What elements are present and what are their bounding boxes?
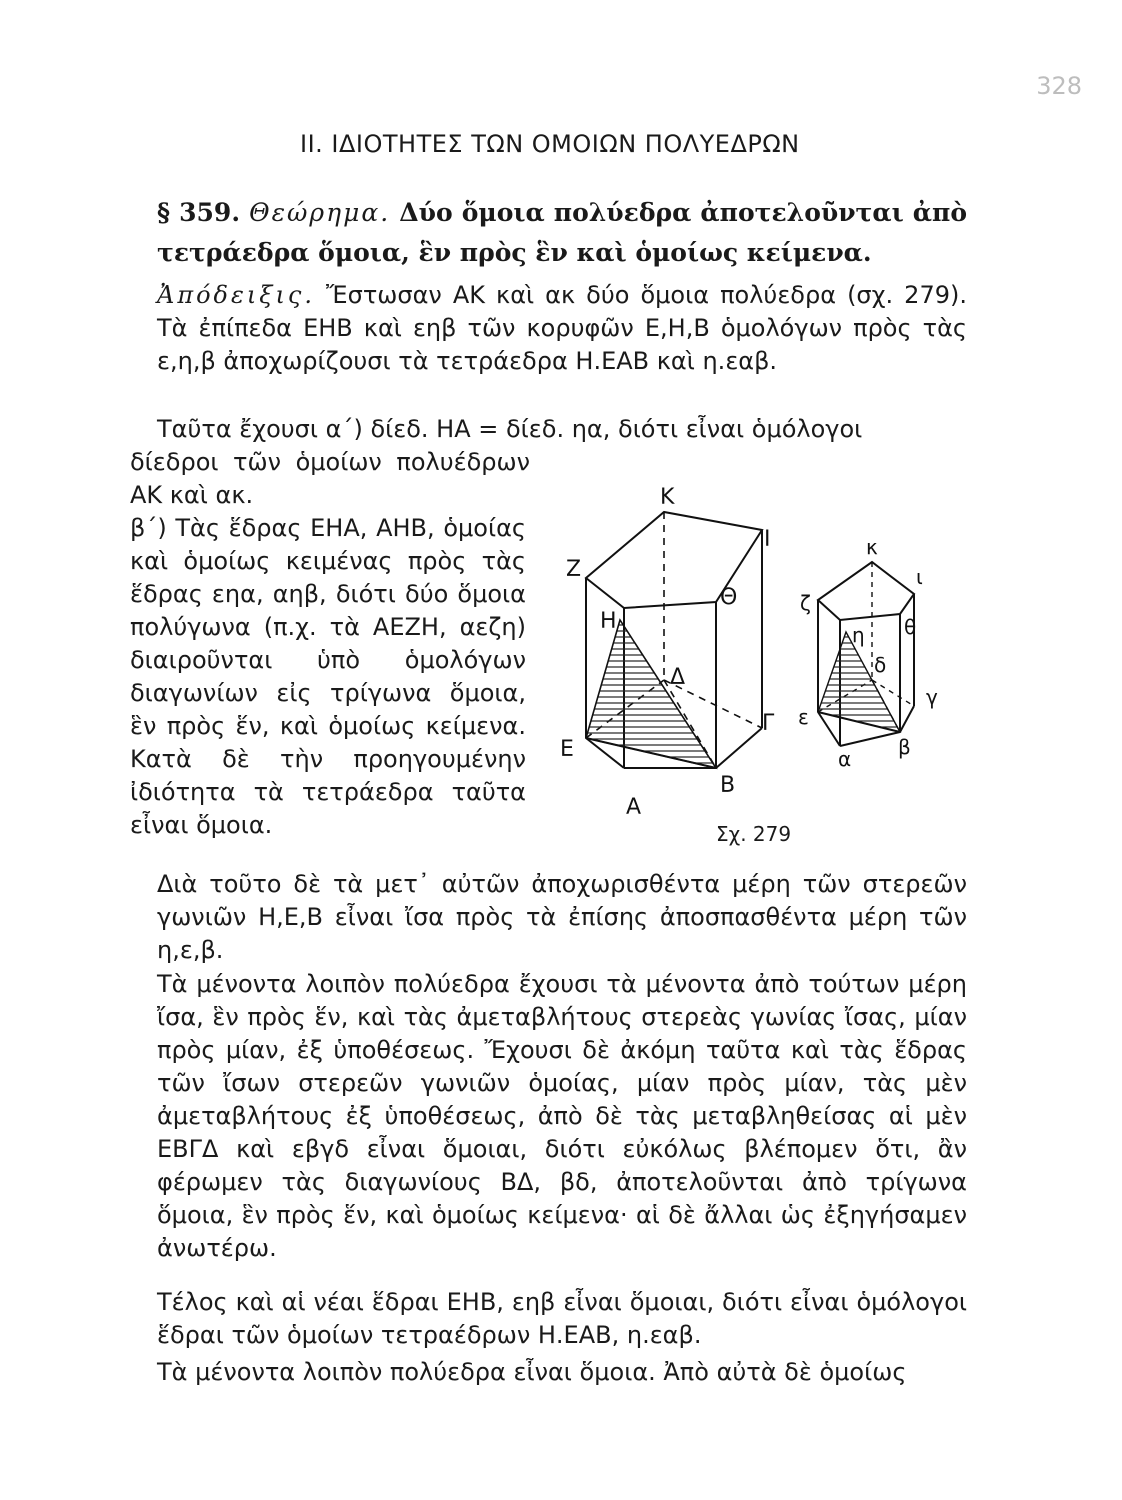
theorem-label: Θεώρημα. bbox=[249, 198, 391, 227]
theorem-number: § 359. bbox=[157, 198, 241, 227]
label-I: Ι bbox=[764, 527, 771, 552]
label-A: Α bbox=[626, 795, 642, 820]
proof-paragraph-7: Τὰ μένοντα λοιπὸν πολύεδρα εἶναι ὅμοια. Ἀπὸ αὐτὰ δὲ ὁμοίως bbox=[157, 1358, 907, 1386]
label-K: Κ bbox=[660, 485, 675, 510]
label-Z: Ζ bbox=[566, 557, 582, 582]
proof-paragraph-2: Ταῦτα ἔχουσι α΄) δίεδ. ΗΑ = δίεδ. ηα, διότι εἶναι ὁμόλογοι bbox=[157, 415, 863, 443]
label-z: ζ bbox=[800, 591, 811, 615]
page-number: 328 bbox=[1036, 72, 1082, 100]
label-Th: Θ bbox=[720, 585, 738, 610]
label-h: η bbox=[852, 623, 865, 647]
proof-label: Ἀπόδειξις. bbox=[157, 281, 315, 309]
proof-paragraph-5: Τὰ μένοντα λοιπὸν πολύεδρα ἔχουσι τὰ μένοντα ἀπὸ τούτων μέρη ἴσα, ἓν πρὸς ἕν, καὶ τὰς ἀμεταβλήτους στερεὰς γωνίας ἴσας, μίαν πρὸς μίαν, ἐξ ὑποθέσεως. Ἔχουσι δὲ ἀκόμη ταῦτα καὶ τὰς ἕδρας τῶν ἴσων στερεῶν γωνιῶν ὁμοίας, μίαν πρὸς μίαν, τὰς μὲν ἀμεταβλήτους ἐξ ὑποθέσεως, ἀπὸ δὲ τὰς μεταβληθείσας αἱ μὲν ΕΒΓΔ καὶ εβγδ εἶναι ὅμοιαι, διότι εὐκόλως βλέπομεν ὅτι, ἂν φέρωμεν τὰς διαγωνίους ΒΔ, βδ, ἀποτελοῦνται ἀπὸ τρίγωνα ὅμοια, ἓν πρὸς ἕν, καὶ ὁμοίως κείμενα· αἱ δὲ ἄλλαι ὡς ἐξηγήσαμεν ἀνωτέρω. bbox=[157, 970, 967, 1262]
label-e: ε bbox=[798, 705, 809, 729]
proof-paragraph-4: Διὰ τοῦτο δὲ τὰ μετ᾿ αὐτῶν ἀποχωρισθέντα μέρη τῶν στερεῶν γωνιῶν Η,Ε,Β εἶναι ἴσα πρὸς τὰ ἐπίσης ἀποσπασθέντα μέρη τῶν η,ε,β. bbox=[157, 870, 967, 964]
figure-279 bbox=[556, 484, 976, 864]
label-b: β bbox=[898, 735, 911, 759]
proof-text-1: Ἔστωσαν ΑΚ καὶ ακ δύο ὅμοια πολύεδρα (σχ. 279). Τὰ ἐπίπεδα ΕΗΒ καὶ εηβ τῶν κορυφῶν Ε,Η,Β ὁμολόγων πρὸς τὰς ε,η,β ἀποχωρίζουσι τὰ τετράεδρα Η.ΕΑΒ καὶ η.εαβ. bbox=[157, 281, 967, 375]
label-i: ι bbox=[916, 565, 923, 589]
label-k: κ bbox=[866, 535, 878, 559]
label-G: Γ bbox=[762, 711, 775, 736]
proof-paragraph-3: β΄) Τὰς ἕδρας ΕΗΑ, ΑΗΒ, ὁμοίας καὶ ὁμοίως κειμένας πρὸς τὰς ἕδρας εηα, αηβ, διότι δύο ὅμοια πολύγωνα (π.χ. τὰ ΑΕΖΗ, αεζη) διαιροῦνται ὑπὸ ὁμολόγων διαγωνίων εἰς τρίγωνα ὅμοια, ἓν πρὸς ἕν, καὶ ὁμοίως κείμενα. Κατὰ δὲ τὴν προηγουμένην ἰδιότητα τὰ τετράεδρα ταῦτα εἶναι ὅμοια. bbox=[130, 514, 526, 839]
label-th: θ bbox=[904, 615, 917, 639]
proof-paragraph-6: Τέλος καὶ αἱ νέαι ἕδραι ΕΗΒ, εηβ εἶναι ὅμοιαι, διότι εἶναι ὁμόλογοι ἕδραι τῶν ὁμοίων τετραέδρων Η.ΕΑΒ, η.εαβ. bbox=[157, 1288, 967, 1349]
tetrahedron-H-EAB bbox=[586, 620, 716, 768]
label-a: α bbox=[838, 747, 852, 771]
proof-paragraph-2-cont: δίεδροι τῶν ὁμοίων πολυέδρων ΑΚ καὶ ακ. bbox=[130, 448, 530, 509]
label-D: Δ bbox=[670, 665, 686, 690]
label-g: γ bbox=[926, 685, 938, 709]
proof-paragraph-1 bbox=[157, 279, 967, 378]
figure-caption: Σχ. 279 bbox=[716, 822, 792, 846]
theorem-statement bbox=[157, 193, 967, 273]
tetrahedron-h-eab bbox=[818, 632, 900, 732]
theorem-text: Δύο ὅμοια πολύεδρα ἀποτελοῦνται ἀπὸ τετράεδρα ὅμοια, ἓν πρὸς ἓν καὶ ὁμοίως κείμενα. bbox=[157, 198, 967, 267]
label-d: δ bbox=[874, 653, 887, 677]
prism-diagram bbox=[556, 484, 976, 864]
label-H: Η bbox=[600, 609, 617, 634]
label-B: Β bbox=[720, 773, 736, 798]
section-title: II. ΙΔΙΟΤΗΤΕΣ ΤΩΝ ΟΜΟΙΩΝ ΠΟΛΥΕΔΡΩΝ bbox=[300, 130, 800, 158]
label-E: Ε bbox=[560, 737, 574, 762]
